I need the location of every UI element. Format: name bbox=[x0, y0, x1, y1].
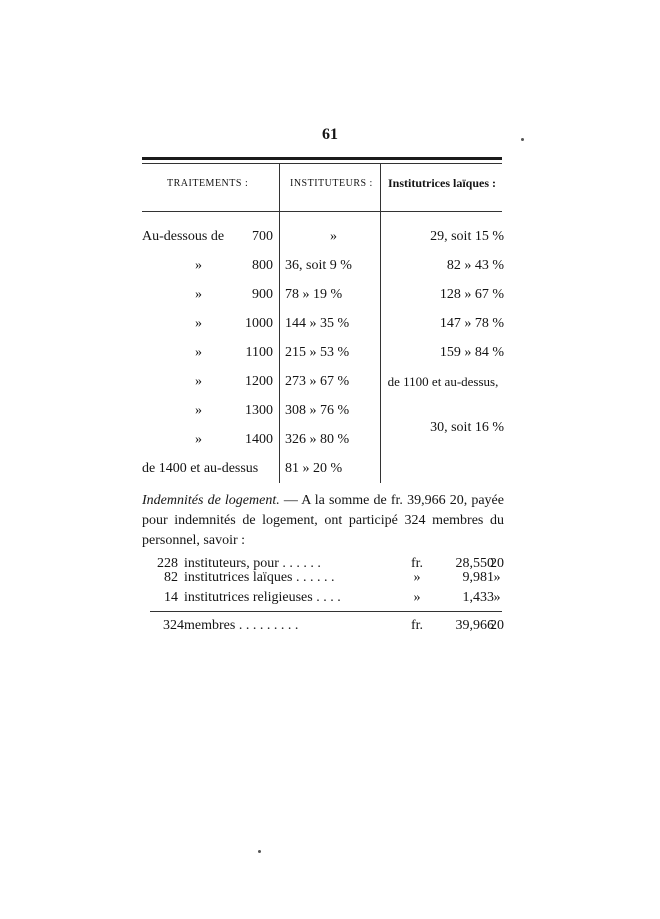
table-row bbox=[142, 287, 504, 309]
breakdown-count: 82 bbox=[164, 570, 178, 585]
row-label: Au-dessous de bbox=[142, 229, 225, 244]
total-count: 324 bbox=[163, 618, 184, 633]
breakdown-label: institutrices laïques . . . . . . bbox=[184, 570, 335, 585]
row-instituteurs: 215 » 53 % bbox=[285, 345, 350, 360]
breakdown-amount: 1,433 bbox=[462, 590, 494, 605]
row-label: » bbox=[195, 403, 202, 418]
breakdown-currency: » bbox=[413, 570, 421, 585]
header-traitements: TRAITEMENTS : bbox=[167, 178, 249, 189]
total-currency: fr. bbox=[410, 618, 424, 633]
paragraph-text: — A la somme de fr. 39,966 20, payée pour indemnités de logement, ont participé 324 membres du personnel, savoir : bbox=[142, 493, 504, 548]
row-instituteurs: 308 » 76 % bbox=[285, 403, 350, 418]
paragraph-italic-lead: Indemnités de logement. bbox=[142, 493, 280, 508]
row-label: de 1400 et au-dessus bbox=[142, 461, 259, 476]
breakdown-tail: » bbox=[493, 570, 501, 585]
row-value: 1300 bbox=[245, 403, 273, 418]
breakdown-label: institutrices religieuses . . . . bbox=[184, 590, 341, 605]
table-row bbox=[142, 461, 504, 483]
breakdown-count: 14 bbox=[164, 590, 178, 605]
row-instituteurs: 81 » 20 % bbox=[285, 461, 343, 476]
row-label: » bbox=[195, 345, 202, 360]
total-rule bbox=[150, 611, 502, 612]
table-row bbox=[142, 229, 504, 251]
top-thin-rule bbox=[142, 163, 502, 164]
table-row bbox=[142, 258, 504, 280]
row-value: 800 bbox=[252, 258, 273, 273]
total-line bbox=[142, 618, 504, 640]
row-instituteurs: 273 » 67 % bbox=[285, 374, 350, 389]
row-instituteurs: 326 » 80 % bbox=[285, 432, 350, 447]
table-row bbox=[142, 374, 504, 396]
top-thick-rule bbox=[142, 157, 502, 160]
row-laiques: 159 » 84 % bbox=[439, 345, 504, 360]
row-laiques: de 1100 et au-dessus, bbox=[387, 374, 499, 389]
breakdown-amount: 28,550 bbox=[455, 556, 494, 571]
total-amount: 39,966 bbox=[455, 618, 494, 633]
row-value: 900 bbox=[252, 287, 273, 302]
row-instituteurs: 144 » 35 % bbox=[285, 316, 350, 331]
row-laiques: 29, soit 15 % bbox=[430, 229, 504, 244]
row-value: 700 bbox=[252, 229, 273, 244]
row-laiques: 82 » 43 % bbox=[446, 258, 504, 273]
header-instituteurs: INSTITUTEURS : bbox=[290, 178, 373, 189]
table-row bbox=[142, 420, 504, 454]
breakdown-tail: 20 bbox=[490, 556, 504, 571]
paper-speck bbox=[521, 138, 524, 141]
row-laiques: 147 » 78 % bbox=[439, 316, 504, 331]
row-label: » bbox=[195, 374, 202, 389]
row-instituteurs: » bbox=[330, 229, 337, 244]
breakdown-currency: » bbox=[413, 590, 421, 605]
row-value: 1200 bbox=[245, 374, 273, 389]
row-laiques: 30, soit 16 % bbox=[430, 420, 504, 435]
row-label: » bbox=[195, 316, 202, 331]
row-label: » bbox=[195, 258, 202, 273]
row-instituteurs: 78 » 19 % bbox=[285, 287, 343, 302]
row-label: » bbox=[195, 287, 202, 302]
header-institutrices-laiques: Institutrices laïques : bbox=[388, 176, 496, 190]
breakdown-amount: 9,981 bbox=[462, 570, 494, 585]
table-row bbox=[142, 345, 504, 367]
row-value: 1400 bbox=[245, 432, 273, 447]
breakdown-tail: » bbox=[493, 590, 501, 605]
row-value: 1100 bbox=[245, 345, 273, 360]
page-number: 61 bbox=[322, 126, 338, 143]
total-label: membres . . . . . . . . . bbox=[184, 618, 299, 633]
row-instituteurs: 36, soit 9 % bbox=[285, 258, 352, 273]
breakdown-count: 228 bbox=[157, 556, 178, 571]
breakdown-currency: fr. bbox=[410, 556, 424, 571]
breakdown-line bbox=[142, 570, 504, 592]
total-tail: 20 bbox=[490, 618, 504, 633]
breakdown-label: instituteurs, pour . . . . . . bbox=[184, 556, 321, 571]
table-row bbox=[142, 316, 504, 338]
row-laiques: 128 » 67 % bbox=[439, 287, 504, 302]
header-underline bbox=[142, 211, 502, 212]
breakdown-line bbox=[142, 590, 504, 612]
indemnites-paragraph bbox=[142, 491, 504, 551]
row-label: » bbox=[195, 432, 202, 447]
row-value: 1000 bbox=[245, 316, 273, 331]
paper-speck bbox=[258, 850, 261, 853]
